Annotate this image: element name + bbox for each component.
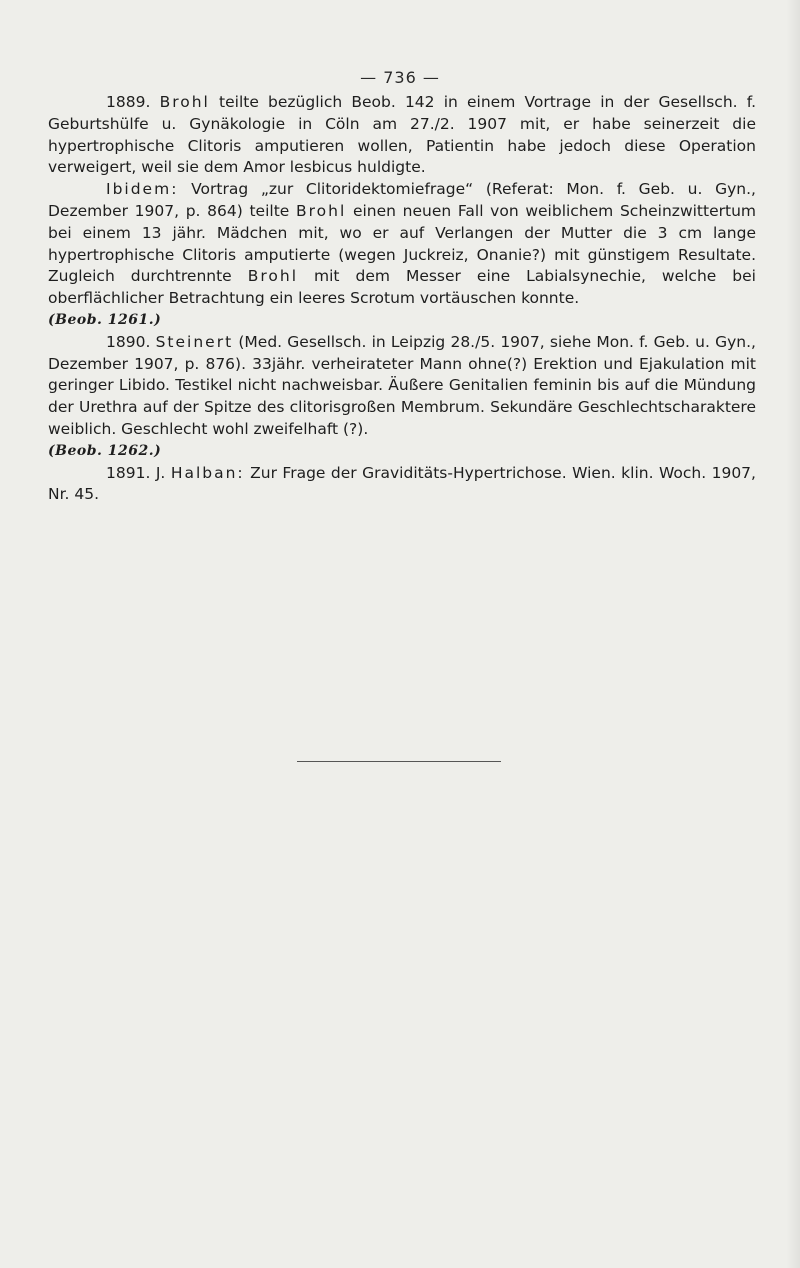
entry-text: Vortrag „zur Clitoridektomiefrage“ (Referat: Mon. f. Geb. u. Gyn., Dezember 1907, p. 864) teilte [48, 180, 756, 220]
entry-1890 [48, 332, 756, 441]
entry-text: Zur Frage der Graviditäts-Hypertrichose. Wien. klin. Woch. 1907, Nr. 45. [48, 463, 756, 504]
entry-1889 [48, 92, 756, 179]
section-divider [297, 761, 501, 762]
author-name: Halban: [170, 463, 245, 482]
document-body [48, 92, 756, 506]
author-name: Brohl [296, 201, 347, 220]
page-edge-shadow [786, 0, 800, 1268]
page-number: — 736 — [360, 68, 440, 87]
entry-1891 [48, 463, 756, 507]
entry-number: 1890. [106, 332, 151, 351]
entry-ibidem [48, 179, 756, 310]
observation-reference: (Beob. 1261.) [48, 311, 162, 328]
entry-text: einen neuen Fall von weiblichem Scheinzwittertum bei einem 13 jähr. Mädchen mit, wo er auf Verlangen der Mutter die 3 cm lange hypertrophische Clitoris amputierte (wegen Juckreiz, Onanie?) mit günstigem Resultate. Zugleich durchtrennte [48, 201, 756, 286]
author-name: Brohl [159, 93, 210, 111]
author-name: Steinert [155, 332, 234, 351]
entry-number: 1889. [106, 93, 151, 111]
author-name: Brohl [247, 267, 298, 286]
entry-text: (Med. Gesellsch. in Leipzig 28./5. 1907, siehe Mon. f. Geb. u. Gyn., Dezember 1907, p. 876). 33jähr. verheirateter Mann ohne(?) Erektion und Ejakulation mit geringer Libido. Testikel nicht nachweisbar. Äußere Genitalien feminin bis auf die Mündung der Urethra auf der Spitze des clitorisgroßen Membrum. Sekundäre Geschlechtscharaktere weiblich. Geschlecht wohl zweifelhaft (?). [48, 332, 756, 438]
observation-reference: (Beob. 1262.) [48, 442, 162, 459]
entry-text: mit dem Messer eine Labialsynechie, welche bei oberflächlicher Betrachtung ein leeres Scrotum vortäuschen konnte. [48, 267, 756, 308]
entry-text: teilte bezüglich Beob. 142 in einem Vortrage in der Gesellsch. f. Geburtshülfe u. Gynäkologie in Cöln am 27./2. 1907 mit, er habe seinerzeit die hypertrophische Clitoris amputieren wollen, Patientin habe jedoch diese Operation verweigert, weil sie dem Amor lesbicus huldigte. [48, 93, 757, 177]
author-name: Ibidem: [106, 180, 179, 199]
entry-number: 1891. J. [106, 463, 166, 482]
